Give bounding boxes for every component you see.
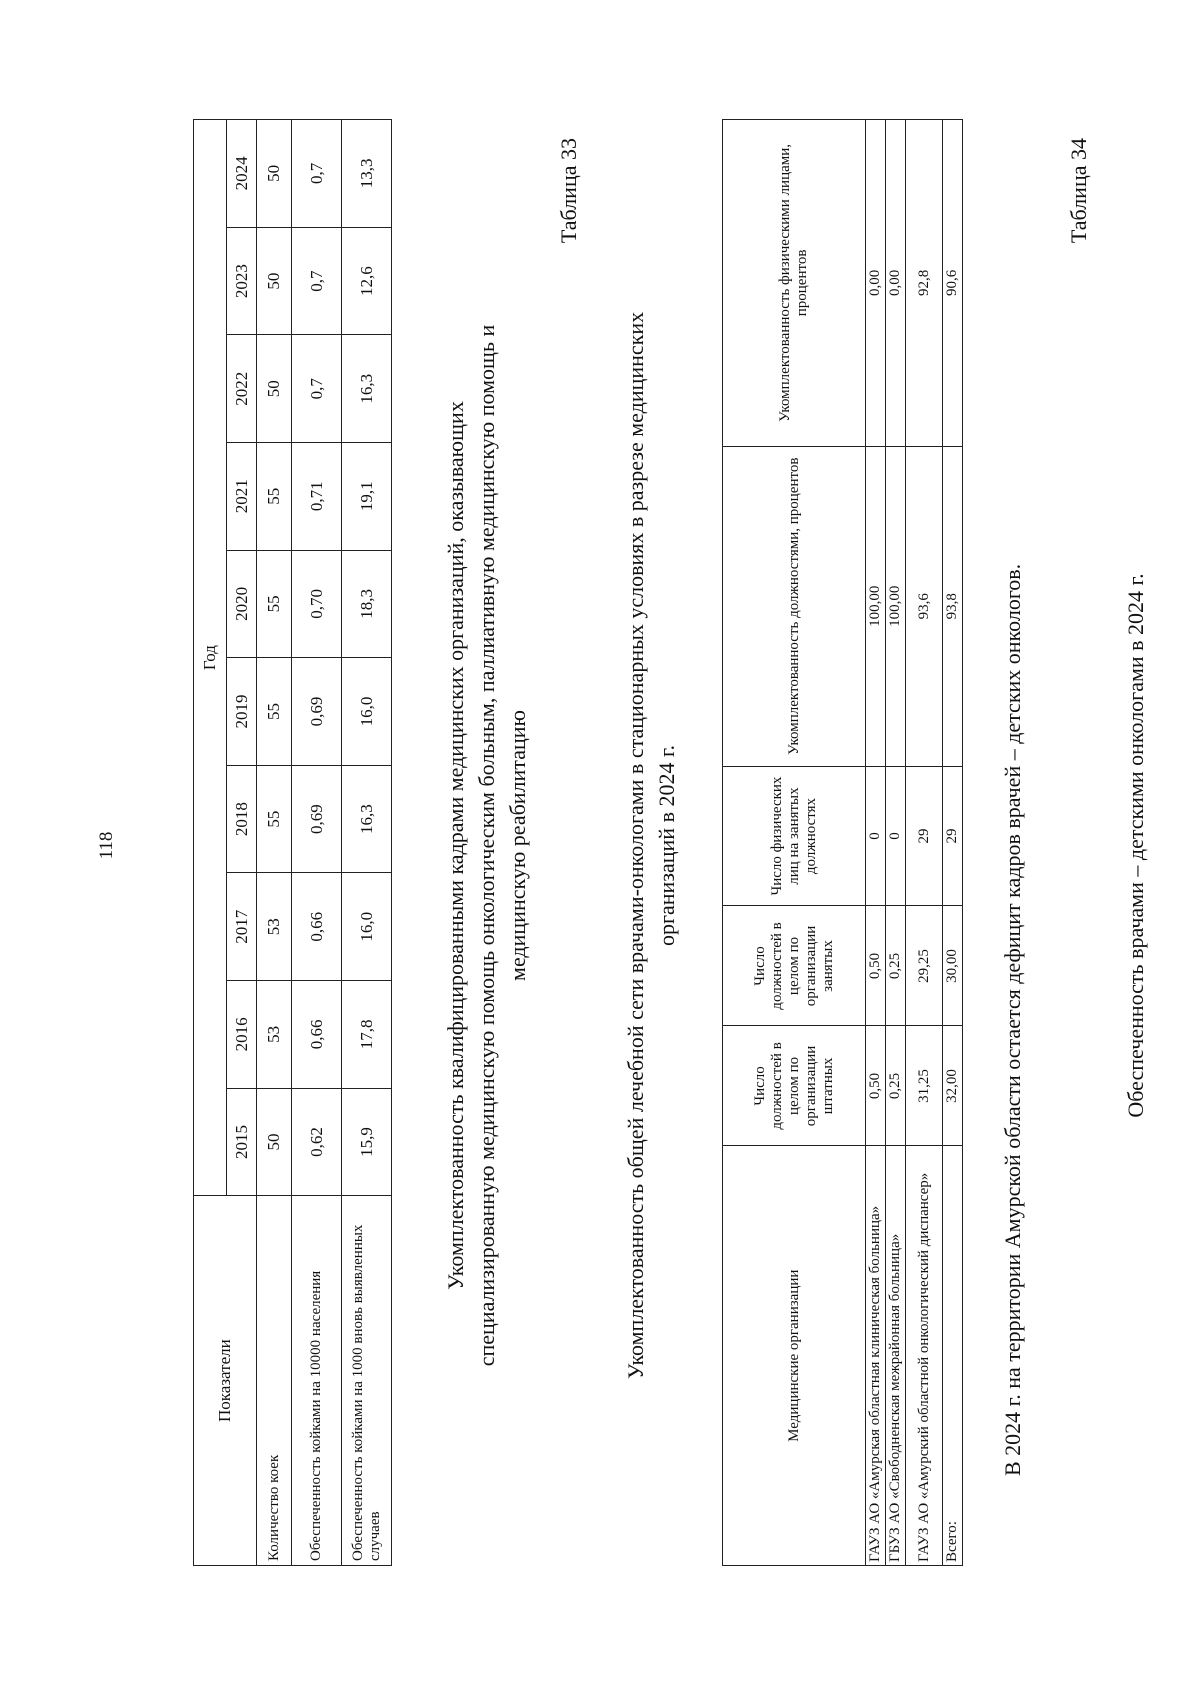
table-title: Обеспеченность врачами – детскими онкологами в 2024 г. [1123,573,1148,1118]
header-cell: Число физических лиц на занятых должностях [723,766,866,906]
value-cell: 0,25 [886,1026,906,1146]
year-cell: 2021 [227,442,257,550]
value-cell: 17,8 [342,981,392,1089]
heading-line: Укомплектованность общей лечебной сети врачами-онкологами в стационарных условиях в разрезе медицинских [623,311,648,1380]
value-cell: 0 [886,766,906,906]
section-heading [440,0,533,1691]
value-cell: 29,25 [906,906,943,1026]
value-cell: 0 [866,766,886,906]
year-cell: 2023 [227,227,257,335]
value-cell: 0,66 [292,873,342,981]
value-cell: 0,50 [866,1026,886,1146]
org-cell: ГБУЗ АО «Свободненская межрайонная больница» [886,1146,906,1566]
table-header-row [723,120,866,1566]
year-cell: 2017 [227,873,257,981]
indicator-header: Показатели [194,1196,257,1566]
year-cell: 2019 [227,658,257,766]
value-cell: 32,00 [943,1026,963,1146]
value-cell: 15,9 [342,1088,392,1196]
value-cell: 93,6 [906,446,943,766]
header-cell: Укомплектованность физическими лицами, процентов [723,120,866,447]
value-cell: 12,6 [342,227,392,335]
value-cell: 50 [257,335,292,443]
value-cell: 50 [257,227,292,335]
table-total-row [943,120,963,1566]
heading-line: специализированную медицинскую помощь онкологическим больным, паллиативную медицинскую помощь и [474,324,499,1367]
staffing-table [722,119,963,1566]
year-cell: 2015 [227,1088,257,1196]
table-caption: Таблица 34 [1066,138,1091,244]
year-cell: 2020 [227,550,257,658]
heading-line: организаций в 2024 г. [654,744,679,947]
row-label: Обеспеченность койками на 10000 населения [292,1196,342,1566]
year-cell: 2018 [227,765,257,873]
value-cell: 0,69 [292,658,342,766]
value-cell: 0,25 [886,906,906,1026]
org-cell: ГАУЗ АО «Амурская областная клиническая больница» [866,1146,886,1566]
heading-line: Укомплектованность квалифицированными кадрами медицинских организаций, оказывающих [443,401,468,1290]
value-cell: 18,3 [342,550,392,658]
year-cell: 2016 [227,981,257,1089]
value-cell: 16,3 [342,335,392,443]
value-cell: 31,25 [906,1026,943,1146]
value-cell: 0,70 [292,550,342,658]
value-cell: 53 [257,873,292,981]
body-paragraph: В 2024 г. на территории Амурской области остается дефицит кадров врачей – детских онкологов. [1000,563,1025,1476]
value-cell: 0,50 [866,906,886,1026]
row-label: Обеспеченность койками на 1000 вновь выявленных случаев [342,1196,392,1566]
header-cell: Укомплектованность должностями, процентов [723,446,866,766]
value-cell: 0,71 [292,442,342,550]
value-cell: 13,3 [342,120,392,228]
value-cell: 29 [943,766,963,906]
value-cell: 55 [257,765,292,873]
value-cell: 16,0 [342,658,392,766]
header-cell: Число должностей в целом по организации занятых [723,906,866,1026]
org-cell: ГАУЗ АО «Амурский областной онкологический диспансер» [906,1146,943,1566]
value-cell: 55 [257,550,292,658]
value-cell: 55 [257,442,292,550]
table-row [866,120,886,1566]
org-cell: Всего: [943,1146,963,1566]
value-cell: 90,6 [943,120,963,447]
header-cell: Медицинские организации [723,1146,866,1566]
value-cell: 0,00 [886,120,906,447]
value-cell: 30,00 [943,906,963,1026]
value-cell: 0,66 [292,981,342,1089]
table-header-row [194,120,227,1566]
year-cell: 2024 [227,120,257,228]
value-cell: 16,3 [342,765,392,873]
table-row [906,120,943,1566]
heading-line: медицинскую реабилитацию [505,710,530,981]
value-cell: 92,8 [906,120,943,447]
bed-capacity-table [193,119,392,1566]
value-cell: 100,00 [866,446,886,766]
value-cell: 100,00 [886,446,906,766]
value-cell: 0,7 [292,120,342,228]
value-cell: 16,0 [342,873,392,981]
table-row [342,120,392,1566]
value-cell: 0,7 [292,335,342,443]
table-caption: Таблица 33 [556,138,581,244]
table-row [886,120,906,1566]
value-cell: 50 [257,1088,292,1196]
value-cell: 0,7 [292,227,342,335]
value-cell: 0,69 [292,765,342,873]
row-label: Количество коек [257,1196,292,1566]
value-cell: 93,8 [943,446,963,766]
header-cell: Число должностей в целом по организации штатных [723,1026,866,1146]
value-cell: 53 [257,981,292,1089]
value-cell: 29 [906,766,943,906]
value-cell: 55 [257,658,292,766]
value-cell: 19,1 [342,442,392,550]
table-title [620,0,682,1691]
value-cell: 50 [257,120,292,228]
table-row [257,120,292,1566]
year-cell: 2022 [227,335,257,443]
value-cell: 0,62 [292,1088,342,1196]
table-row [292,120,342,1566]
page-number: 118 [96,831,117,860]
year-header: Год [194,120,227,1196]
value-cell: 0,00 [866,120,886,447]
